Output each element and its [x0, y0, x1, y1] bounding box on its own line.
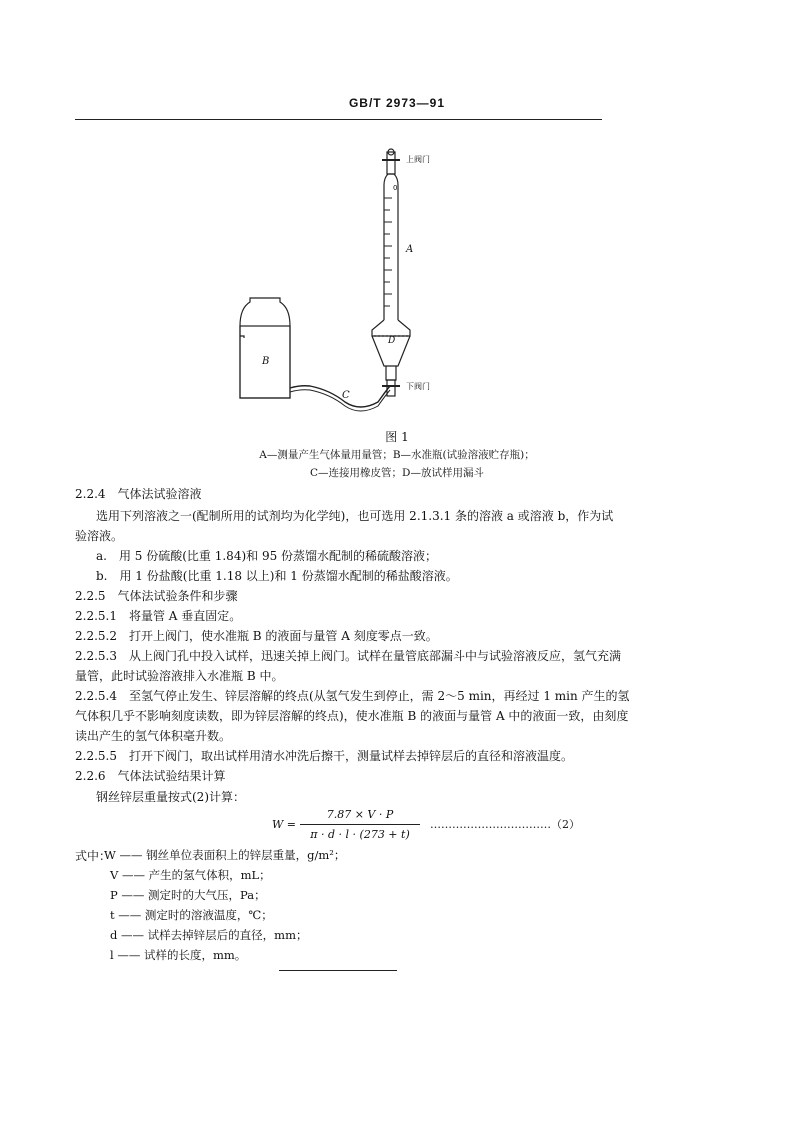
section-2-2-5-4-line1: 2.2.5.4 至氢气停止发生、锌层溶解的终点(从氢气发生到停止，需 2～5 min，再经过 1 min 产生的氢 [75, 689, 630, 703]
where-v: V —— 产生的氢气体积，mL； [110, 868, 271, 882]
section-2-2-6-intro: 钢丝锌层重量按式(2)计算： [96, 790, 245, 804]
where-w: W —— 钢丝单位表面积上的锌层重量，g/m²； [104, 848, 346, 862]
page-header-code: GB/T 2973—91 [348, 96, 446, 110]
section-2-2-5-3-line2: 量管，此时试验溶液排入水准瓶 B 中。 [75, 669, 284, 683]
section-2-2-5-4-line2: 气体积几乎不影响刻度读数，即为锌层溶解的终点)，使水准瓶 B 的液面与量管 A 中的液面一致，由刻度 [75, 709, 629, 723]
section-2-2-6-title: 2.2.6 气体法试验结果计算 [75, 769, 226, 783]
section-2-2-4-para-line2: 验溶液。 [75, 529, 124, 543]
item-b: b. 用 1 份盐酸(比重 1.18 以上)和 1 份蒸馏水配制的稀盐酸溶液。 [96, 569, 458, 583]
water-level-bottle-outline [240, 298, 290, 398]
header-rule [75, 119, 602, 120]
section-2-2-5-3-line1: 2.2.5.3 从上阀门孔中投入试样，迅速关掉上阀门。试样在量管底部漏斗中与试验溶液反应，氢气充满 [75, 649, 621, 663]
rubber-tube [290, 386, 390, 407]
section-2-2-4-title: 2.2.4 气体法试验溶液 [75, 487, 202, 501]
label-a: A [406, 244, 414, 255]
figure-legend-line1: A—测量产生气体量用量管；B—水准瓶(试验溶液贮存瓶)； [259, 449, 535, 461]
where-t: t —— 测定时的溶液温度，℃； [110, 908, 273, 922]
formula-fraction-bar [300, 824, 420, 825]
label-zero: 0 [393, 184, 398, 192]
section-2-2-5-5: 2.2.5.5 打开下阀门，取出试样用清水冲洗后擦干，测量试样去掉锌层后的直径和溶液温度。 [75, 749, 573, 763]
where-intro: 式中： [75, 849, 112, 863]
section-2-2-5-1: 2.2.5.1 将量管 A 垂直固定。 [75, 609, 242, 623]
formula-number: ……………………………（2） [430, 818, 580, 831]
section-2-2-5-4-line3: 读出产生的氢气体积毫升数。 [75, 729, 232, 743]
graduation-ticks [384, 198, 392, 306]
where-d: d —— 试样去掉锌层后的直径，mm； [110, 928, 308, 942]
formula-lhs: W = [272, 818, 297, 831]
figure-legend-line2: C—连接用橡皮管；D—放试样用漏斗 [310, 467, 484, 479]
formula-numerator: 7.87 × V · P [326, 808, 394, 821]
figure-caption: 图 1 [385, 430, 409, 444]
section-2-2-4-para-line1: 选用下列溶液之一(配制所用的试剂均为化学纯)，也可选用 2.1.3.1 条的溶液 a 或溶液 b，作为试 [96, 509, 614, 523]
apparatus-diagram [200, 140, 500, 430]
where-l: l —— 试样的长度，mm。 [110, 948, 247, 962]
label-d: D [388, 336, 396, 346]
label-upper-valve: 上阀门 [406, 155, 430, 164]
label-c: C [342, 390, 350, 401]
formula-denominator: π · d · l · (273 + t) [310, 828, 410, 841]
label-lower-valve: 下阀门 [406, 382, 430, 391]
where-p: P —— 测定时的大气压，Pa； [110, 888, 266, 902]
end-rule [279, 970, 397, 971]
funnel-d [372, 320, 410, 336]
item-a: a. 用 5 份硫酸(比重 1.84)和 95 份蒸馏水配制的稀硫酸溶液； [96, 549, 438, 563]
measuring-tube [384, 185, 398, 320]
section-2-2-5-title: 2.2.5 气体法试验条件和步骤 [75, 589, 238, 603]
section-2-2-5-2: 2.2.5.2 打开上阀门，使水准瓶 B 的液面与量管 A 刻度零点一致。 [75, 629, 438, 643]
label-b: B [262, 356, 270, 367]
